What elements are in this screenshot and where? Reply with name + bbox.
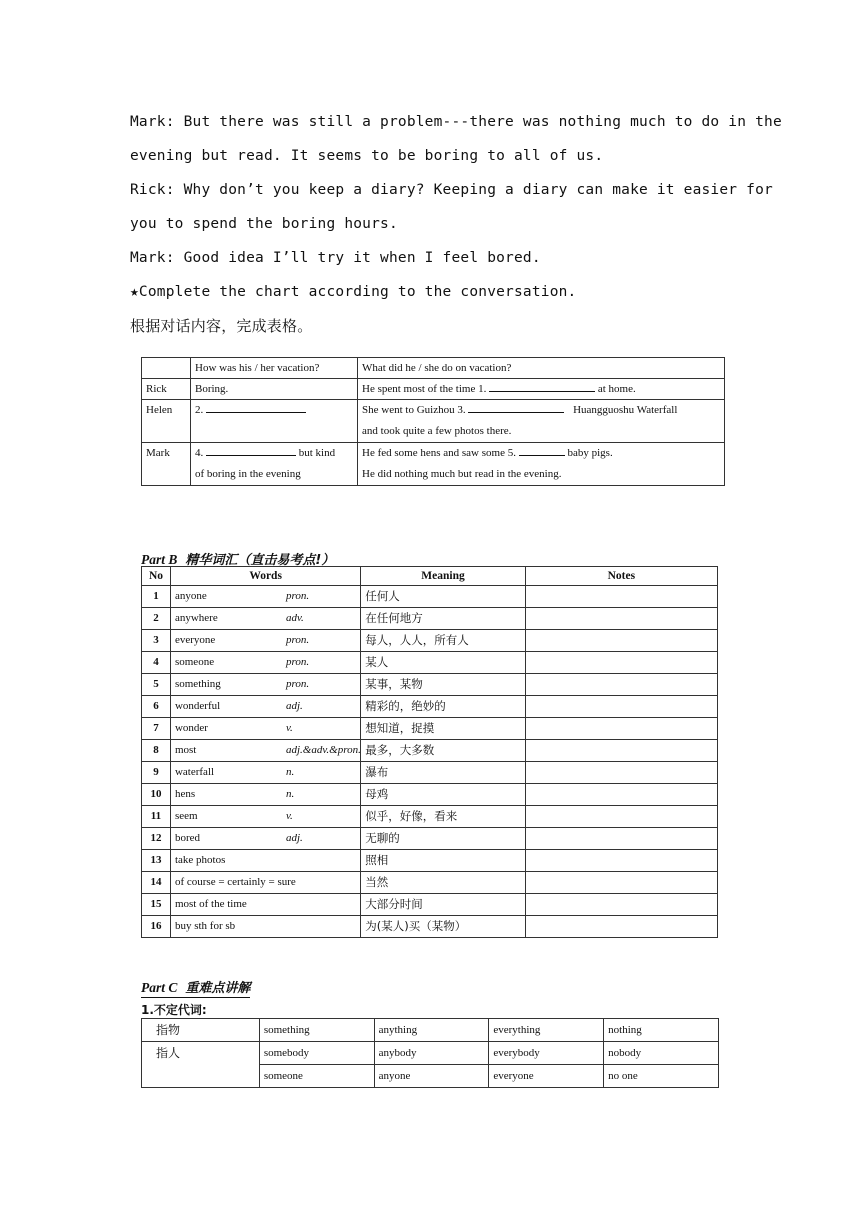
- pronoun-cell: no one: [604, 1065, 719, 1088]
- chart-what: [358, 400, 725, 443]
- chart-how-text: but kind: [298, 447, 336, 459]
- vocab-notes: [525, 872, 717, 894]
- vocab-word-cell: [170, 740, 360, 762]
- col-header-words: Words: [170, 567, 360, 586]
- part-c-heading: [141, 977, 250, 998]
- vocab-meaning: 每人，人人，所有人: [361, 630, 525, 652]
- vocab-word: anyone: [174, 590, 207, 602]
- vocab-no: 2: [142, 608, 171, 630]
- vocab-pos: pron.: [285, 678, 310, 690]
- pronoun-table: [141, 1018, 719, 1088]
- table-row: [142, 916, 718, 938]
- table-row: [142, 740, 718, 762]
- vocab-meaning: 在任何地方: [361, 608, 525, 630]
- vocab-notes: [525, 608, 717, 630]
- vocab-word: most: [174, 744, 197, 756]
- vocab-word: something: [174, 678, 221, 690]
- pronoun-cell: everything: [489, 1019, 604, 1042]
- answer-blank-4[interactable]: [206, 443, 296, 456]
- vocab-meaning: 照相: [361, 850, 525, 872]
- pronoun-cell: someone: [259, 1065, 374, 1088]
- table-row: [142, 443, 725, 486]
- part-b-label: Part B: [141, 552, 178, 567]
- pronoun-category: 指物: [142, 1019, 260, 1042]
- chart-what-text: baby pigs.: [567, 447, 613, 459]
- answer-blank-3[interactable]: [468, 400, 564, 413]
- table-row: [142, 652, 718, 674]
- pronoun-cell: anything: [374, 1019, 489, 1042]
- chart-how: [191, 443, 358, 486]
- vocab-word: waterfall: [174, 766, 215, 778]
- vocab-pos: adv.: [285, 612, 304, 624]
- part-c-title: 重难点讲解: [185, 981, 251, 996]
- vocab-no: 3: [142, 630, 171, 652]
- table-row: [142, 567, 718, 586]
- vocab-no: 16: [142, 916, 171, 938]
- chart-what-text: He fed some hens and saw some 5.: [362, 447, 516, 459]
- table-row: [142, 630, 718, 652]
- vocab-word-cell: [170, 586, 360, 608]
- vocab-pos: pron.: [285, 656, 310, 668]
- dialog: [130, 108, 782, 346]
- chart-what-text: at home.: [597, 383, 636, 395]
- vocab-word-cell: [170, 784, 360, 806]
- pronoun-cell: anybody: [374, 1042, 489, 1065]
- table-row: [142, 872, 718, 894]
- pronoun-subheading: 1.不定代词:: [141, 1003, 207, 1017]
- table-row: [142, 400, 725, 443]
- vocab-word-cell: [170, 828, 360, 850]
- vocab-no: 14: [142, 872, 171, 894]
- answer-blank-5[interactable]: [519, 443, 565, 456]
- vocab-pos: pron.: [285, 634, 310, 646]
- vocab-meaning: 瀑布: [361, 762, 525, 784]
- vocab-notes: [525, 674, 717, 696]
- vocab-notes: [525, 740, 717, 762]
- vocab-word-cell: [170, 608, 360, 630]
- vocab-meaning: 为(某人)买（某物）: [361, 916, 525, 938]
- vocab-no: 6: [142, 696, 171, 718]
- vocab-meaning: 最多，大多数: [361, 740, 525, 762]
- vocab-notes: [525, 718, 717, 740]
- instruction-zh: 根据对话内容，完成表格。: [130, 317, 313, 335]
- chart-what-text: She went to Guizhou 3.: [362, 404, 466, 416]
- vocab-pos: adj.: [285, 832, 303, 844]
- chart-what-text: Huangguoshu Waterfall: [573, 404, 678, 416]
- vocab-no: 4: [142, 652, 171, 674]
- pronoun-cell: anyone: [374, 1065, 489, 1088]
- chart-what-text: He did nothing much but read in the evening.: [362, 468, 562, 480]
- vocab-notes: [525, 630, 717, 652]
- vocab-notes: [525, 586, 717, 608]
- vocab-word-cell: [170, 872, 360, 894]
- dialog-line: you to spend the boring hours.: [130, 216, 398, 232]
- vocab-word-cell: [170, 718, 360, 740]
- vocab-word-cell: [170, 652, 360, 674]
- vocab-word: hens: [174, 788, 196, 800]
- vocab-pos: adj.&adv.&pron.: [285, 744, 361, 756]
- vocab-notes: [525, 828, 717, 850]
- part-b-title: 精华词汇（直击易考点!）: [185, 553, 335, 568]
- table-row: [142, 806, 718, 828]
- vocab-word-cell: [170, 916, 360, 938]
- vocab-table: [141, 566, 718, 938]
- table-row: [142, 674, 718, 696]
- dialog-line: Mark: Good idea I’ll try it when I feel bored.: [130, 250, 541, 266]
- dialog-line: evening but read. It seems to be boring to all of us.: [130, 148, 604, 164]
- vocab-notes: [525, 894, 717, 916]
- vocab-no: 9: [142, 762, 171, 784]
- chart-how: Boring.: [191, 379, 358, 400]
- pronoun-cell: nothing: [604, 1019, 719, 1042]
- col-header-meaning: Meaning: [361, 567, 525, 586]
- chart-header-blank: [142, 358, 191, 379]
- vocab-meaning: 似乎，好像，看来: [361, 806, 525, 828]
- vocab-no: 1: [142, 586, 171, 608]
- vocab-word-cell: [170, 850, 360, 872]
- chart-name: Helen: [142, 400, 191, 443]
- vocab-pos: adj.: [285, 700, 303, 712]
- table-row: [142, 586, 718, 608]
- vocab-word: someone: [174, 656, 215, 668]
- table-row: [142, 894, 718, 916]
- dialog-line: Mark: But there was still a problem---there was nothing much to do in the: [130, 114, 782, 130]
- table-row: [142, 850, 718, 872]
- vocab-meaning: 大部分时间: [361, 894, 525, 916]
- chart-what-text: and took quite a few photos there.: [362, 425, 512, 437]
- vocab-word: bored: [174, 832, 201, 844]
- vocab-word: buy sth for sb: [174, 920, 236, 932]
- vocab-word-cell: [170, 894, 360, 916]
- vocab-notes: [525, 652, 717, 674]
- instruction-en: ★Complete the chart according to the conversation.: [130, 284, 577, 300]
- vocab-notes: [525, 696, 717, 718]
- vocab-word: wonder: [174, 722, 208, 734]
- chart-how-text: 2.: [195, 404, 204, 416]
- pronoun-cell: somebody: [259, 1042, 374, 1065]
- vocab-no: 13: [142, 850, 171, 872]
- pronoun-cell: everybody: [489, 1042, 604, 1065]
- vocab-word: most of the time: [174, 898, 247, 910]
- table-row: [142, 358, 725, 379]
- answer-blank-1[interactable]: [489, 379, 595, 392]
- vocab-no: 15: [142, 894, 171, 916]
- vocab-notes: [525, 916, 717, 938]
- chart-header-what: What did he / she do on vacation?: [358, 358, 725, 379]
- vocab-word-cell: [170, 696, 360, 718]
- vocab-pos: pron.: [285, 590, 310, 602]
- vocab-meaning: 某人: [361, 652, 525, 674]
- chart-what: [358, 379, 725, 400]
- vocab-word-cell: [170, 762, 360, 784]
- vocab-notes: [525, 784, 717, 806]
- table-row: [142, 379, 725, 400]
- vocab-notes: [525, 850, 717, 872]
- vocab-notes: [525, 806, 717, 828]
- vocab-meaning: 任何人: [361, 586, 525, 608]
- col-header-notes: Notes: [525, 567, 717, 586]
- chart-name: Rick: [142, 379, 191, 400]
- vocab-meaning: 精彩的，绝妙的: [361, 696, 525, 718]
- vocab-word: anywhere: [174, 612, 218, 624]
- vocab-no: 5: [142, 674, 171, 696]
- vocab-word-cell: [170, 806, 360, 828]
- vocab-no: 8: [142, 740, 171, 762]
- vocab-word-cell: [170, 674, 360, 696]
- vocab-pos: v.: [285, 810, 293, 822]
- chart-name: Mark: [142, 443, 191, 486]
- table-row: [142, 828, 718, 850]
- vocab-word: wonderful: [174, 700, 221, 712]
- pronoun-cell: nobody: [604, 1042, 719, 1065]
- vocab-word: of course = certainly = sure: [174, 876, 296, 888]
- table-row: [142, 1042, 719, 1065]
- col-header-no: No: [142, 567, 171, 586]
- pronoun-category: 指人: [142, 1042, 260, 1088]
- vocab-meaning: 母鸡: [361, 784, 525, 806]
- vocab-notes: [525, 762, 717, 784]
- vocab-pos: v.: [285, 722, 293, 734]
- answer-blank-2[interactable]: [206, 400, 306, 413]
- chart-how-text: of boring in the evening: [195, 468, 301, 480]
- part-c-label: Part C: [141, 980, 178, 995]
- table-row: [142, 1019, 719, 1042]
- chart-what: [358, 443, 725, 486]
- vocab-word: take photos: [174, 854, 226, 866]
- vocab-word: seem: [174, 810, 198, 822]
- vocab-meaning: 想知道，捉摸: [361, 718, 525, 740]
- vocab-no: 10: [142, 784, 171, 806]
- vocab-meaning: 当然: [361, 872, 525, 894]
- chart-header-how: How was his / her vacation?: [191, 358, 358, 379]
- vocab-meaning: 无聊的: [361, 828, 525, 850]
- vocab-word: everyone: [174, 634, 216, 646]
- vocab-pos: n.: [285, 766, 295, 778]
- chart-how: [191, 400, 358, 443]
- vocab-pos: n.: [285, 788, 295, 800]
- table-row: [142, 718, 718, 740]
- table-row: [142, 696, 718, 718]
- vocab-no: 11: [142, 806, 171, 828]
- vocab-no: 7: [142, 718, 171, 740]
- pronoun-cell: something: [259, 1019, 374, 1042]
- vacation-chart: [141, 357, 725, 486]
- dialog-line: Rick: Why don’t you keep a diary? Keeping a diary can make it easier for: [130, 182, 773, 198]
- vocab-word-cell: [170, 630, 360, 652]
- chart-how-text: 4.: [195, 447, 204, 459]
- table-row: [142, 608, 718, 630]
- vocab-meaning: 某事，某物: [361, 674, 525, 696]
- chart-what-text: He spent most of the time 1.: [362, 383, 487, 395]
- table-row: [142, 784, 718, 806]
- pronoun-cell: everyone: [489, 1065, 604, 1088]
- table-row: [142, 762, 718, 784]
- vocab-no: 12: [142, 828, 171, 850]
